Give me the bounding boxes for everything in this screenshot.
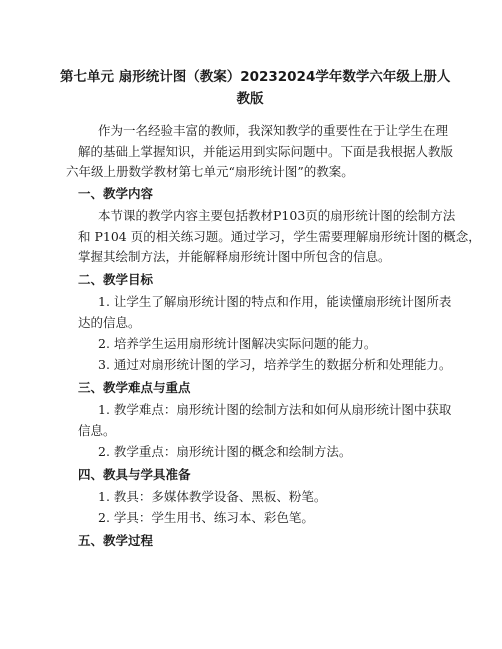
section-line: 3. 通过对扇形统计图的学习，培养学生的数据分析和处理能力。 (98, 357, 452, 372)
section-line: 1. 教学难点：扇形统计图的绘制方法和如何从扇形统计图中获取 (98, 402, 452, 417)
section-line: 2. 学具：学生用书、练习本、彩色笔。 (98, 510, 314, 525)
section-heading: 四、教具与学具准备 (78, 467, 191, 482)
section-line: 和 P104 页的相关练习题。通过学习，学生需要理解扇形统计图的概念， (78, 229, 481, 244)
section-heading: 二、教学目标 (78, 272, 154, 287)
section-line: 达的信息。 (78, 315, 141, 330)
section-heading: 三、教学难点与重点 (78, 380, 191, 395)
section-heading: 五、教学过程 (78, 533, 154, 548)
intro-line-1: 作为一名经验丰富的教师，我深知教学的重要性在于让学生在理 (98, 123, 449, 138)
section-line: 掌握其绘制方法，并能解释扇形统计图中所包含的信息。 (78, 249, 391, 264)
section-line: 2. 培养学生运用扇形统计图解决实际问题的能力。 (98, 336, 377, 351)
section-line: 2. 教学重点：扇形统计图的概念和绘制方法。 (98, 444, 352, 459)
section-line: 1. 让学生了解扇形统计图的特点和作用，能读懂扇形统计图所表 (98, 294, 452, 309)
document-title-line-2: 教版 (236, 91, 264, 107)
intro-line-3: 六年级上册数学教材第七单元“扇形统计图”的教案。 (66, 164, 354, 179)
section-heading: 一、教学内容 (78, 186, 154, 201)
section-line: 1. 教具：多媒体教学设备、黑板、粉笔。 (98, 489, 327, 504)
intro-line-2: 解的基础上掌握知识，并能运用到实际问题中。下面是我根据人教版 (78, 144, 454, 159)
document-title-line-1: 第七单元 扇形统计图（教案）20232024学年数学六年级上册人 (60, 69, 451, 85)
section-line: 本节课的教学内容主要包括教材P103页的扇形统计图的绘制方法 (98, 208, 456, 223)
section-line: 信息。 (78, 423, 116, 438)
